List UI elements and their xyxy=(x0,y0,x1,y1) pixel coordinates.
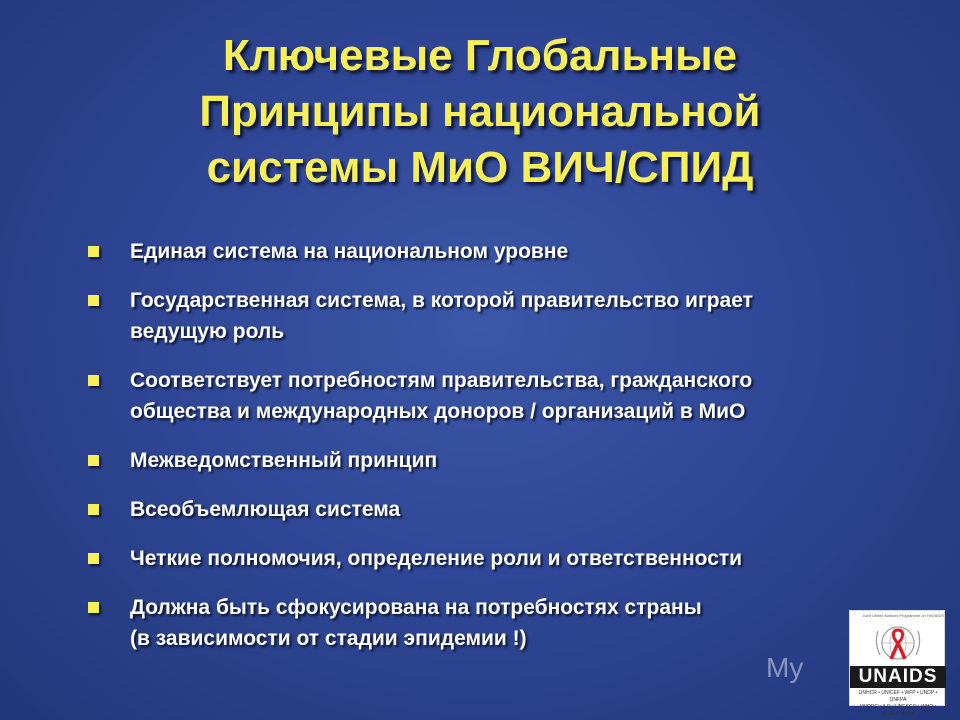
bullet-item xyxy=(88,592,908,654)
bullet-text: (в зависимости от стадии эпидемии !) xyxy=(130,627,527,650)
slide-title xyxy=(0,28,960,196)
bullet-text: Должна быть сфокусирована на потребностях страны xyxy=(130,596,702,619)
bullet-item xyxy=(88,236,908,267)
bullet-item xyxy=(88,543,908,574)
un-emblem-red-ribbon-icon xyxy=(872,621,924,665)
bullet-text: общества и международных доноров / организаций в МиО xyxy=(130,400,746,423)
bullet-text: Четкие полномочия, определение роли и ответственности xyxy=(130,547,743,570)
unaids-logo xyxy=(849,610,945,717)
bullet-text: Единая система на национальном уровне xyxy=(130,240,569,263)
logo-subtext xyxy=(852,690,944,718)
logo-subtext-line: UNHCR • UNICEF • WFP • UNDP • UNFPA xyxy=(858,690,938,703)
bullet-text: Государственная система, в которой правительство играет xyxy=(130,289,753,312)
title-line-3: системы МиО ВИЧ/СПИД xyxy=(206,143,754,192)
logo-subtext-line: UNODC • ILO • UNESCO • WHO • WORLD BANK xyxy=(859,704,937,717)
bullet-text: Всеобъемлющая система xyxy=(130,498,401,521)
watermark: My xyxy=(766,652,804,683)
bullet-item xyxy=(88,445,908,476)
bullet-square-icon xyxy=(88,504,99,515)
bullet-item xyxy=(88,365,908,427)
bullet-item xyxy=(88,285,908,347)
bullet-square-icon xyxy=(88,246,99,257)
bullet-text: Межведомственный принцип xyxy=(130,449,438,472)
bullet-square-icon xyxy=(88,602,99,613)
bullet-square-icon xyxy=(88,295,99,306)
bullet-square-icon xyxy=(88,455,99,466)
bullet-list xyxy=(88,236,908,672)
bullet-text: ведущую роль xyxy=(130,320,285,343)
logo-name: UNAIDS xyxy=(850,666,946,688)
bullet-text: Соответствует потребностям правительства, гражданского xyxy=(130,369,753,392)
bullet-square-icon xyxy=(88,553,99,564)
bullet-square-icon xyxy=(88,375,99,386)
logo-top-text: Joint United Nations Programme on HIV/AIDS xyxy=(862,613,944,618)
title-line-1: Ключевые Глобальные xyxy=(222,31,738,80)
bullet-item xyxy=(88,494,908,525)
title-line-2: Принципы национальной xyxy=(199,87,761,136)
